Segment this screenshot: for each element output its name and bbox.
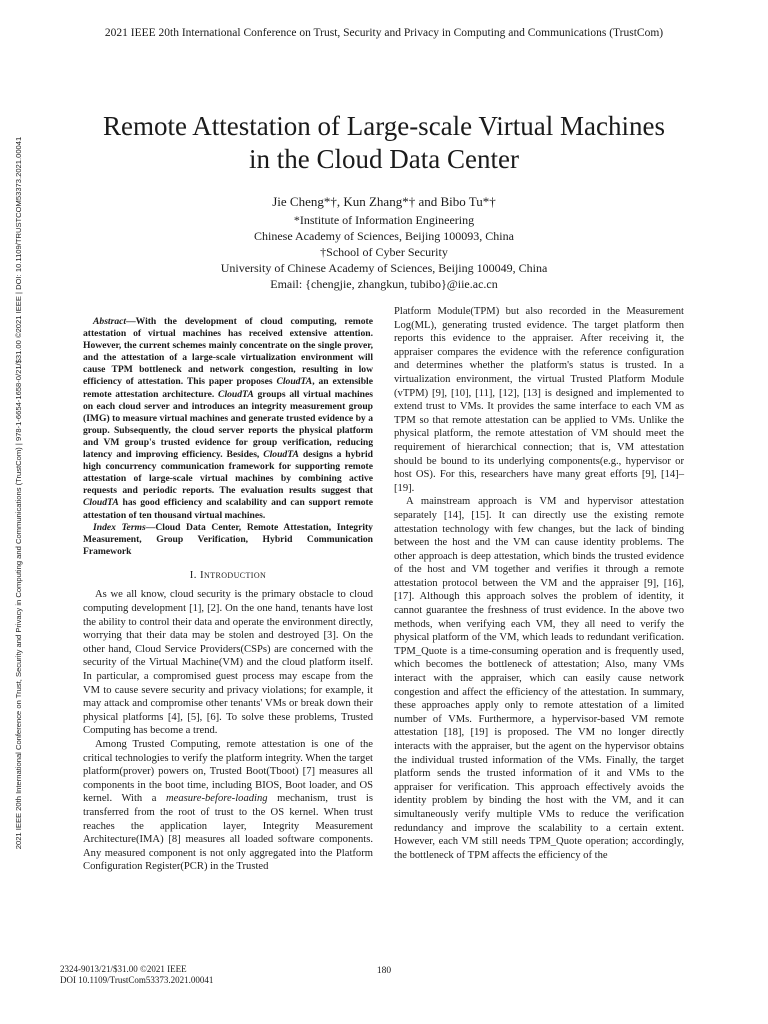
left-column (83, 316, 373, 874)
intro-paragraph-2-text-a: Among Trusted Computing, remote attestation is one of the critical technologies to verify the platform integrity. When the target platform(prover) powers on, Trusted Boot(Tboot) [7] measures all components in the boot time, including BIOS, Boot loader, and OS kernel. With a (83, 739, 373, 805)
intro-paragraph-2-text-b: mechanism, trust is transferred from the root of trust to the OS kernel. When trust reaches the application layer, Integrity Measurement Architecture(IMA) [8] measures all loaded software components. Any measured component is not only aggregated into the Platform Configuration Register(PCR) in the Trusted (83, 793, 373, 873)
page-number: 180 (376, 966, 392, 976)
author-names: Jie Cheng*†, Kun Zhang*† and Bibo Tu*† (272, 194, 496, 209)
title-line-1: Remote Attestation of Large-scale Virtual Machines (103, 111, 665, 141)
title-line-2: in the Cloud Data Center (249, 144, 519, 174)
footer-doi: DOI 10.1109/TrustCom53373.2021.00041 (60, 975, 214, 985)
section-number: I. (189, 568, 197, 581)
index-terms-label: Index Terms (93, 521, 146, 533)
abstract-text-5: has good efficiency and scalability and can support remote attestation of ten thousand virtual machines. (83, 497, 373, 521)
intro-paragraph-2-emphasis: measure-before-loading (165, 793, 268, 805)
abstract-label: Abstract (93, 316, 127, 327)
affiliation-1-address: Chinese Academy of Sciences, Beijing 100093, China (254, 229, 514, 243)
abstract-text-4: designs a hybrid high concurrency communication framework for supporting remote attestation of large-scale virtual machines by combining active requests and periodic reports. The evaluation results suggest that (83, 449, 373, 497)
intro-paragraph-4: A mainstream approach is VM and hypervisor attestation separately [14], [15]. It can directly use the existing remote attestation technology with few changes, but the lack of binding between the host and the VM can cause identity problems. The other approach is deep attestation, which binds the trusted evidence of the host and VM together and verifies it through a remote attestation protocol between the VM and the appraiser [9], [16], [17]. Although this approach solves the problem of identity, it cannot guarantee the freshness of trust evidence. In the above two methods, when verifying each VM, they all need to verify the physical platform of the VM, which leads to redundant verification. TPM_Quote is a time-consuming operation and is frequently used, which becomes the bottleneck of attestation; Also, many VMs interact with the appraiser, which can easily cause network congestion and affect the efficiency of the attestation. In summary, these approaches apply only to remote attestation of a limited number of VMs. Furthermore, a hypervisor-based VM remote attestation [18], [19] is proposed. The VM no longer directly interacts with the appraiser, but the agent on the hypervisor obtains the individual trusted information of the VMs. Finally, the target platform sends the trusted information of it and VMs to the appraiser for verification. This approach effectively avoids the identity problem by binding the host with the VM, and it can simultaneously verify multiple VMs to reduce the verification redundancy and improve the scalability to a certain extent. However, each VM still needs TPM_Quote operation; accordingly, the bottleneck of TPM affects the efficiency of the (394, 496, 684, 861)
author-email: Email: {chengjie, zhangkun, tubibo}@iie.ac.cn (270, 277, 498, 291)
abstract-dash: — (126, 316, 136, 327)
intro-paragraph-2 (83, 738, 373, 874)
author-block (90, 194, 678, 292)
abstract-text-1: With the development of cloud computing, remote attestation of virtual machines has received extensive attention. However, the current schemes mainly concentrate on the single prover, and the attestation of a large-scale virtualization environment will cause TPM bottleneck and network congestion, resulting in low efficiency of attestation. This paper proposes (83, 316, 373, 388)
intro-paragraph-1: As we all know, cloud security is the primary obstacle to cloud computing development [1], [2]. On the one hand, tenants have lost the ability to control their data and operate the environment directly, worrying that their data may be stolen and destroyed [3]. On the other hand, Cloud Service Providers(CSPs) are concerned with the security of the Virtual Machine(VM) and the cloud platform itself. In particular, a compromised guest process may escape from the VM to cause severe security and privacy violations; for example, it may attack and compromise other tenants' VMs or break down their physical platforms [4], [5], [6]. To solve these problems, Trusted Computing has become a trend. (83, 589, 373, 737)
section-heading-introduction (83, 569, 373, 583)
abstract-name-4: CloudTA (83, 497, 119, 509)
right-column (394, 305, 684, 862)
intro-paragraph-3: Platform Module(TPM) but also recorded in the Measurement Log(ML), generating trusted evidence. The target platform then reports this evidence to the appraiser. After receiving it, the appraiser compares the evidence with the reference configuration and determines whether the platform's status is trusted. In a virtualization environment, the virtual Trusted Platform Module (vTPM) [9], [10], [11], [12], [13] is designed and implemented to extend trust to VMs. It provides the same interface to each VM as TPM so that remote attestation can be applied to VMs. Unlike the physical platform, the remote attestation of VM should meet the requirement of hierarchical connection; that is, VM attestation should be bound to its underlying components(e.g., hypervisor or host OS). For this, researchers have many great efforts [9], [14]–[19]. (394, 306, 684, 494)
conference-header: 2021 IEEE 20th International Conference on Trust, Security and Privacy in Computing and Communications (TrustCom) (104, 27, 664, 39)
index-terms-dash: — (145, 521, 156, 533)
footer-copyright (60, 964, 213, 986)
side-note-separator-2: | (14, 291, 23, 294)
affiliation-1: *Institute of Information Engineering (293, 213, 475, 227)
abstract-name-2: CloudTA (218, 388, 254, 400)
side-note-isbn: 978-1-6654-1658-0/21/$31.00 ©2021 IEEE (14, 296, 23, 442)
index-terms (83, 522, 373, 558)
side-note-separator-1: | (14, 443, 23, 446)
side-note-conference: 2021 IEEE 20th International Conference on Trust, Security and Privacy in Computing and Communications (TrustCom) (14, 447, 23, 850)
side-note-doi: DOI: 10.1109/TRUSTCOM53373.2021.00041 (14, 136, 23, 290)
section-title: Introduction (200, 568, 267, 581)
affiliation-2: †School of Cyber Security (320, 245, 448, 259)
abstract-name-3: CloudTA (263, 449, 299, 461)
abstract-name-1: CloudTA (276, 376, 313, 388)
footer-isbn: 2324-9013/21/$31.00 ©2021 IEEE (60, 964, 187, 974)
affiliation-2-address: University of Chinese Academy of Sciences, Beijing 100049, China (220, 261, 548, 275)
paper-title (60, 110, 708, 176)
abstract-text-2: , an extensible remote attestation architecture. (83, 376, 373, 400)
abstract-text-3: groups all virtual machines on each cloud server and introduces an integrity measurement group (IMG) to measure virtual machines and generate trusted evidence by a group. Subsequently, the cloud server reports the physical platform and VM group's trusted evidence for group verification, reducing latency and improving efficiency. Besides, (83, 388, 373, 461)
index-terms-text: Cloud Data Center, Remote Attestation, Integrity Measurement, Group Verification, Hybrid Communication Framework (83, 521, 373, 557)
side-margin-note (12, 0, 26, 1005)
abstract (83, 316, 373, 522)
